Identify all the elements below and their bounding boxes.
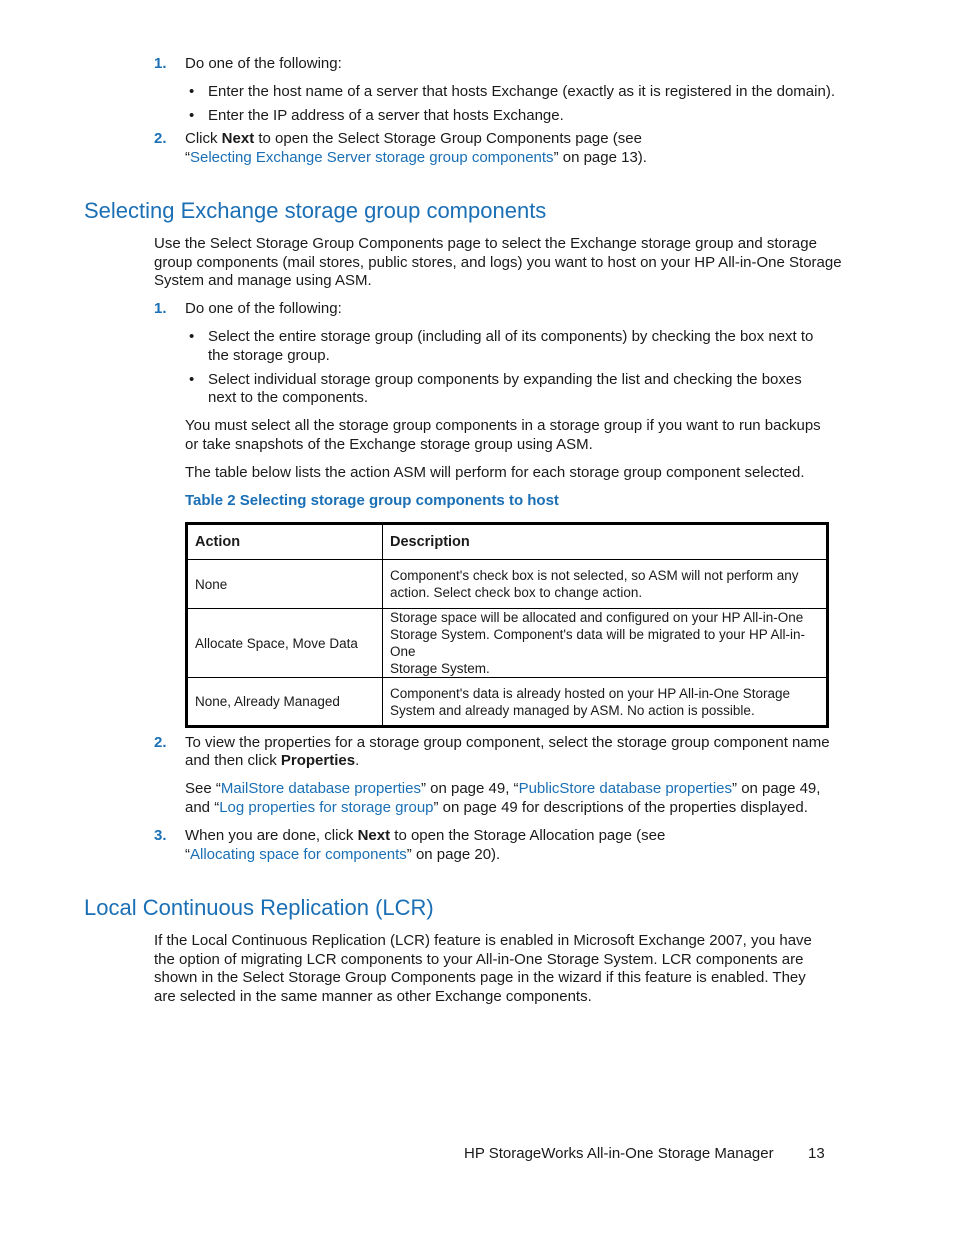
step-number: 2. — [154, 734, 167, 751]
step-text: Do one of the following: — [185, 300, 342, 317]
step-number: 1. — [154, 55, 167, 72]
table-row — [187, 678, 828, 727]
paragraph-line: the option of migrating LCR components to your All-in-One Storage System. LCR components are — [154, 951, 804, 968]
note-line: You must select all the storage group components in a storage group if you want to run backups — [185, 417, 821, 434]
paragraph-line: Use the Select Storage Group Components page to select the Exchange storage group and storage — [154, 235, 817, 252]
bullet-icon: • — [189, 107, 195, 124]
table-cell-description: Component's check box is not selected, so ASM will not perform any action. Select check box to change action. — [383, 560, 828, 609]
column-header: Action — [187, 524, 383, 560]
section-heading: Local Continuous Replication (LCR) — [84, 895, 434, 920]
table-cell-action: Allocate Space, Move Data — [187, 609, 383, 678]
bullet-text: the storage group. — [208, 347, 330, 364]
see-also-line: and “Log properties for storage group” on page 49 for descriptions of the properties displayed. — [185, 799, 808, 816]
page-number: 13 — [808, 1145, 825, 1162]
bullet-icon: • — [189, 371, 195, 388]
bullet-text: Select the entire storage group (including all of its components) by checking the box next to — [208, 328, 814, 345]
step-text: When you are done, click Next to open the Storage Allocation page (see — [185, 827, 666, 844]
note-line: or take snapshots of the Exchange storage group using ASM. — [185, 436, 593, 453]
step-text: Click Next to open the Select Storage Group Components page (see — [185, 130, 642, 147]
bullet-icon: • — [189, 83, 195, 100]
table-caption: Table 2 Selecting storage group components to host — [185, 492, 559, 509]
column-header: Description — [383, 524, 828, 560]
xref-link[interactable]: PublicStore database properties — [518, 780, 733, 797]
footer-title: HP StorageWorks All-in-One Storage Manager — [464, 1145, 774, 1162]
table-header-row — [187, 524, 828, 560]
components-table — [185, 522, 829, 728]
paragraph-line: System and manage using ASM. — [154, 272, 372, 289]
table-row — [187, 560, 828, 609]
see-also-line: See “MailStore database properties” on page 49, “PublicStore database properties” on page 49, — [185, 780, 821, 797]
paragraph-line: are selected in the same manner as other Exchange components. — [154, 988, 592, 1005]
table-cell-description: Storage space will be allocated and configured on your HP All-in-One Storage System. Component's data will be migrated to your HP All-in-One Storage System. — [383, 609, 828, 678]
table-intro: The table below lists the action ASM will perform for each storage group component selected. — [185, 464, 805, 481]
paragraph-line: If the Local Continuous Replication (LCR) feature is enabled in Microsoft Exchange 2007, you have — [154, 932, 812, 949]
step-text-cont: “Selecting Exchange Server storage group components” on page 13). — [185, 149, 647, 166]
step-text-cont: “Allocating space for components” on page 20). — [185, 846, 501, 863]
bullet-text: Enter the IP address of a server that hosts Exchange. — [208, 107, 564, 124]
step-text: To view the properties for a storage group component, select the storage group component name — [185, 734, 830, 751]
table-cell-action: None, Already Managed — [187, 678, 383, 727]
table-cell-description: Component's data is already hosted on your HP All-in-One Storage System and already managed by ASM. No action is possible. — [383, 678, 828, 727]
step-number: 3. — [154, 827, 167, 844]
step-number: 2. — [154, 130, 167, 147]
xref-link[interactable]: Log properties for storage group — [219, 799, 434, 816]
table-row — [187, 609, 828, 678]
step-text-cont: and then click Properties. — [185, 752, 360, 769]
bullet-icon: • — [189, 328, 195, 345]
bullet-text: Select individual storage group components by expanding the list and checking the boxes — [208, 371, 802, 388]
xref-link[interactable]: Allocating space for components — [190, 846, 407, 863]
bullet-text: next to the components. — [208, 389, 369, 406]
bullet-text: Enter the host name of a server that hosts Exchange (exactly as it is registered in the domain). — [208, 83, 835, 100]
table-cell-action: None — [187, 560, 383, 609]
paragraph-line: shown in the Select Storage Group Components page in the wizard if this feature is enabled. They — [154, 969, 806, 986]
paragraph-line: group components (mail stores, public stores, and logs) you want to host on your HP All-in-One Storage — [154, 254, 842, 271]
section-heading: Selecting Exchange storage group components — [84, 198, 547, 223]
step-text: Do one of the following: — [185, 55, 342, 72]
xref-link[interactable]: MailStore database properties — [220, 780, 421, 797]
xref-link[interactable]: Selecting Exchange Server storage group components — [190, 149, 554, 166]
step-number: 1. — [154, 300, 167, 317]
